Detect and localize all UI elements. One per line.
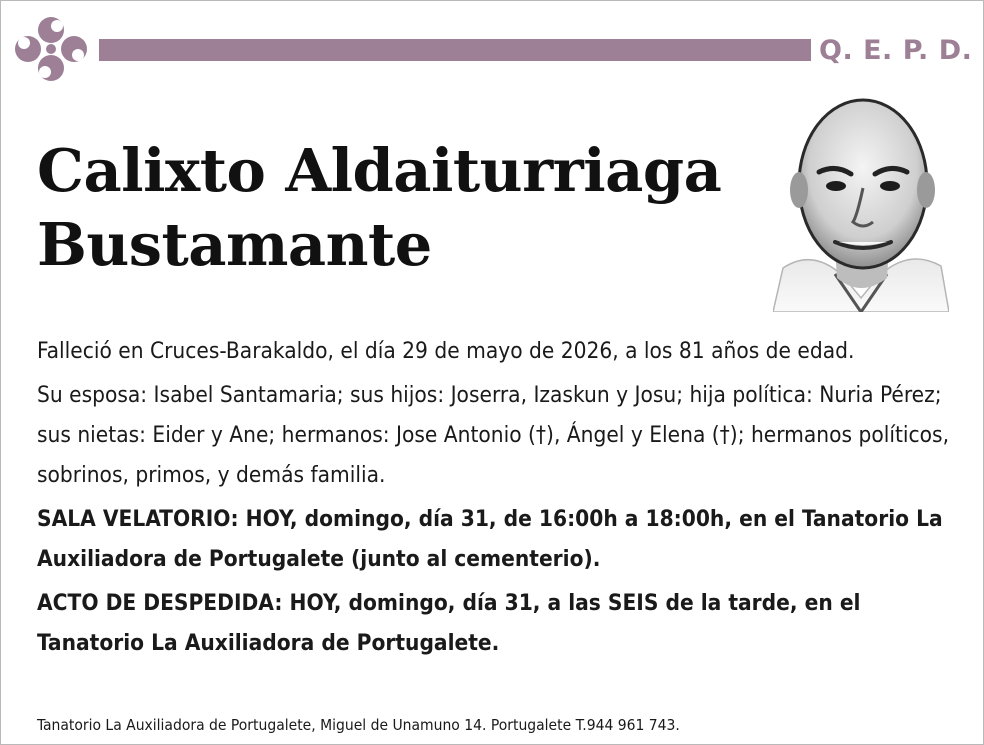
portrait-photo	[773, 98, 949, 312]
farewell-info: ACTO DE DESPEDIDA: HOY, domingo, día 31, a las SEIS de la tarde, en el Tanatorio La Auxiliadora de Portugalete.	[37, 590, 861, 656]
family-list: Su esposa: Isabel Santamaria; sus hijos: Joserra, Izaskun y Josu; hija política: Nuria Pérez; sus nietas: Eider y Ane; hermanos: Jose Antonio (†), Ángel y Elena (†); hermanos políticos, sobrinos, primos, y demás familia.	[37, 382, 949, 488]
header-rule	[99, 39, 811, 61]
deceased-name-line-2: Bustamante	[37, 210, 432, 279]
funeral-home-footer: Tanatorio La Auxiliadora de Portugalete, Miguel de Unamuno 14. Portugalete T.944 961 743.	[37, 716, 680, 734]
deceased-name	[37, 134, 721, 282]
death-notice: Falleció en Cruces-Barakaldo, el día 29 de mayo de 2026, a los 81 años de edad.	[37, 338, 855, 364]
deceased-name-line-1: Calixto Aldaiturriaga	[37, 136, 722, 205]
lauburu-icon	[12, 12, 90, 86]
qepd-label: Q. E. P. D.	[819, 35, 973, 66]
obituary-body	[37, 331, 952, 663]
wake-info: SALA VELATORIO: HOY, domingo, día 31, de 16:00h a 18:00h, en el Tanatorio La Auxiliadora de Portugalete (junto al cementerio).	[37, 506, 943, 572]
